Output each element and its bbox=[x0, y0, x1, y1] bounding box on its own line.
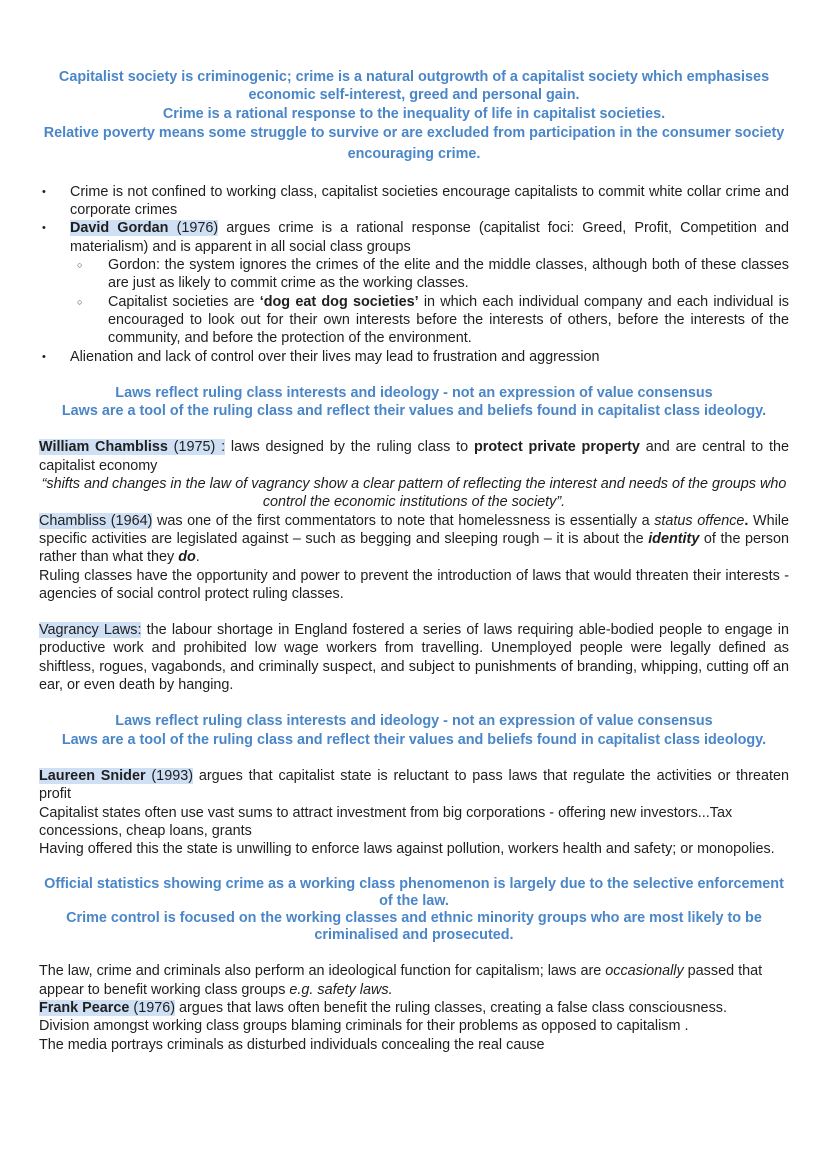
author-year: (1975) : bbox=[167, 439, 226, 456]
bullet-list bbox=[39, 183, 789, 366]
pearce-paragraph: Frank Pearce (1976) argues that laws often benefit the ruling classes, creating a false class consciousness. bbox=[39, 999, 727, 1016]
author-year: (1976) bbox=[168, 220, 219, 237]
snider-paragraph: Laureen Snider (1993) argues that capitalist state is reluctant to pass laws that regulate the activities or threaten profit bbox=[39, 767, 789, 803]
list-item: • Crime is not confined to working class, capitalist societies encourage capitalists to commit white collar crime and corporate crimes bbox=[39, 183, 789, 220]
heading-line: Crime control is focused on the working classes and ethnic minority groups who are most likely to be criminalised and prosecuted. bbox=[66, 910, 762, 944]
author-name: Chambliss (1964) bbox=[39, 512, 153, 529]
chambliss-paragraph: William Chambliss (1975) : laws designed by the ruling class to protect private property and are central to the capitalist economy bbox=[39, 439, 790, 474]
heading-line: Capitalist society is criminogenic; crime is a natural outgrowth of a capitalist society which emphasises economic self-interest, greed and personal gain. bbox=[58, 69, 770, 104]
author-name: David Gordan bbox=[70, 220, 169, 237]
enforcement-paragraph: Having offered this the state is unwilling to enforce laws against pollution, workers health and safety; or monopolies. bbox=[39, 841, 775, 858]
heading-criminogenic bbox=[39, 68, 789, 165]
heading-line: Crime is a rational response to the inequality of life in capitalist societies. bbox=[162, 105, 666, 122]
list-item: • David Gordan (1976) argues crime is a rational response (capitalist foci: Greed, Profit, Competition and materialism) and is apparent in all social class groups ○ Gordon: the system ignores the crimes of the elite and the middle classes, although both of these classes are just as likely to commit crime as the working classes. ○ Capitalist societies are ‘dog eat dog societies’ in which each individual company and each individual is encouraged to look out for their own interests before the interests of others, before the interests of the community, and before the protection of the environment. bbox=[39, 219, 789, 347]
division-paragraph: Division amongst working class groups blaming criminals for their problems as opposed to capitalism . bbox=[39, 1018, 689, 1035]
sub-list-item: ○ Capitalist societies are ‘dog eat dog societies’ in which each individual company and each individual is encouraged to look out for their own interests before the interests of others, before the interests of the community, and before the protection of the environment. bbox=[70, 293, 789, 348]
investment-paragraph: Capitalist states often use vast sums to attract investment from big corporations - offering new investors...Tax concessions, cheap loans, grants bbox=[39, 804, 733, 839]
author-name: William Chambliss bbox=[39, 439, 168, 456]
heading-line: Laws reflect ruling class interests and ideology - not an expression of value consensus bbox=[115, 713, 713, 730]
list-item: • Alienation and lack of control over their lives may lead to frustration and aggression bbox=[39, 348, 789, 366]
heading-laws-ruling-class bbox=[39, 384, 789, 421]
author-year: (1993) bbox=[145, 767, 193, 784]
heading-line: Relative poverty means some struggle to survive or are excluded from participation in the consumer society encouraging crime. bbox=[43, 124, 785, 162]
heading-line: Laws reflect ruling class interests and ideology - not an expression of value consensus bbox=[115, 384, 713, 401]
author-year: (1976) bbox=[129, 999, 176, 1016]
sub-list-item: ○ Gordon: the system ignores the crimes of the elite and the middle classes, although both of these classes are just as likely to commit crime as the working classes. bbox=[70, 256, 789, 293]
heading-line: Laws are a tool of the ruling class and reflect their values and beliefs found in capitalist class ideology. bbox=[61, 403, 767, 420]
heading-line: Laws are a tool of the ruling class and reflect their values and beliefs found in capitalist class ideology. bbox=[61, 731, 767, 748]
author-name: Laureen Snider bbox=[39, 767, 146, 784]
media-paragraph: The media portrays criminals as disturbed individuals concealing the real cause bbox=[39, 1036, 545, 1053]
ideological-function-paragraph: The law, crime and criminals also perform an ideological function for capitalism; laws are occasionally passed that appear to benefit working class groups e.g. safety laws. bbox=[39, 963, 763, 998]
heading-official-statistics bbox=[39, 876, 789, 944]
chambliss-status-offence: Chambliss (1964) was one of the first commentators to note that homelessness is essentially a status offence. While specific activities are legislated against – such as begging and sleeping rough – it is about the identity of the person rather than what they do. bbox=[39, 512, 789, 566]
vagrancy-label: Vagrancy Laws: bbox=[39, 622, 142, 639]
chambliss-quote: “shifts and changes in the law of vagrancy show a clear pattern of reflecting the interest and needs of the groups who control the economic institutions of the society”. bbox=[41, 476, 787, 511]
document-page bbox=[39, 68, 789, 1054]
heading-laws-ruling-class-repeat bbox=[39, 712, 789, 749]
heading-line: Official statistics showing crime as a working class phenomenon is largely due to the selective enforcement of the law. bbox=[44, 876, 784, 910]
ruling-classes-paragraph: Ruling classes have the opportunity and power to prevent the introduction of laws that would threaten their interests - agencies of social control protect ruling classes. bbox=[39, 567, 789, 602]
author-name: Frank Pearce bbox=[39, 999, 130, 1016]
vagrancy-paragraph: Vagrancy Laws: the labour shortage in England fostered a series of laws requiring able-bodied people to engage in productive work and prohibited low wage workers from travelling. Unemployed people were legally defined as shiftless, rogues, vagabonds, and criminally suspect, and subject to punishments of branding, whipping, cutting off an ear, or even death by hanging. bbox=[39, 622, 789, 694]
sub-list bbox=[70, 256, 789, 347]
